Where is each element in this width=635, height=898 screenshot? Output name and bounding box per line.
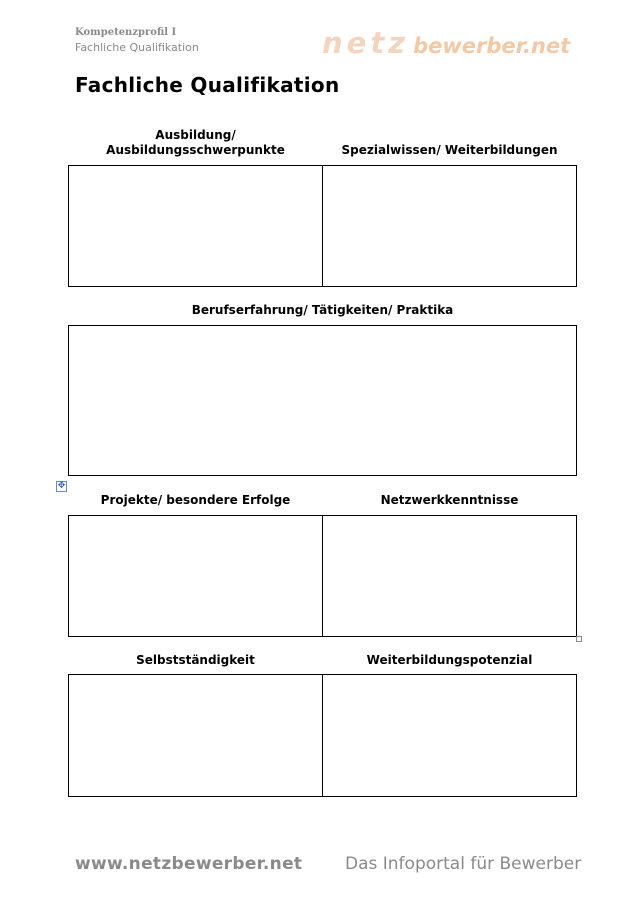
netzbewerber-logo (322, 26, 570, 60)
field-weiterbildungspotenzial[interactable] (323, 675, 576, 796)
move-anchor-icon[interactable]: ✥ (57, 481, 66, 491)
logo-primary-text: netz (322, 26, 410, 60)
label-berufserfahrung: Berufserfahrung/ Tätigkeiten/ Praktika (191, 303, 454, 317)
field-netzwerk[interactable] (323, 516, 576, 636)
label-spezialwissen: Spezialwissen/ Weiterbildungen (341, 143, 558, 157)
header-doc-sublabel: Fachliche Qualifikation (75, 41, 199, 54)
label-ausbildung-line2: Ausbildungsschwerpunkte (106, 143, 285, 157)
label-netzwerk: Netzwerkkenntnisse (380, 493, 519, 507)
label-ausbildung (68, 128, 323, 158)
resize-handle-icon[interactable] (576, 636, 582, 642)
field-selbststaendigkeit[interactable] (69, 675, 322, 796)
label-weiterbildungspotenzial: Weiterbildungspotenzial (366, 653, 533, 667)
label-ausbildung-line1: Ausbildung/ (155, 128, 236, 142)
label-selbststaendigkeit: Selbstständigkeit (136, 653, 255, 667)
logo-secondary-text: bewerber.net (413, 34, 571, 58)
header-doc-label: Kompetenzprofil I (75, 27, 177, 38)
field-spezialwissen[interactable] (323, 166, 576, 286)
field-projekte[interactable] (69, 516, 322, 636)
field-ausbildung[interactable] (69, 166, 322, 286)
footer-tagline: Das Infoportal für Bewerber (345, 854, 582, 874)
field-berufserfahrung[interactable] (68, 325, 577, 476)
footer-url: www.netzbewerber.net (75, 854, 303, 874)
page-title: Fachliche Qualifikation (75, 73, 340, 97)
label-projekte: Projekte/ besondere Erfolge (100, 493, 291, 507)
